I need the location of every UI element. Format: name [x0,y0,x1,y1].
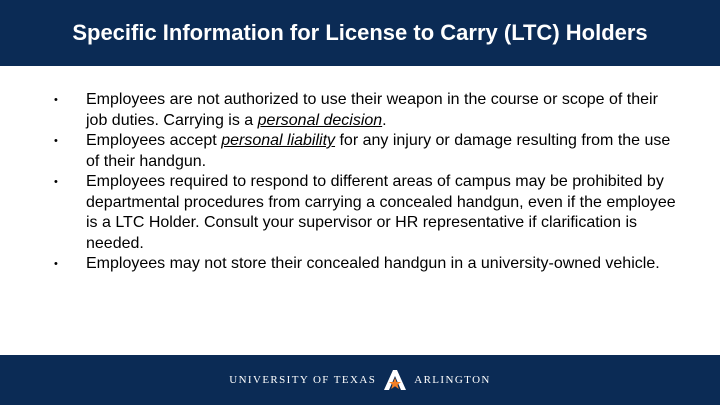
slide-content [0,90,720,275]
bullet-text: Employees may not store their concealed handgun in a university-owned vehicle. [86,255,660,272]
bullet-text: Employees are not authorized to use their weapon in the course or scope of their job duties. Carrying is a [86,91,658,129]
bullet-text: for any injury or damage resulting from the use of their handgun. [86,132,671,170]
bullet-text: Employees accept [86,132,222,149]
emphasis-personal-liability: personal liability [221,132,336,149]
uta-star-a-logo-icon [382,368,408,392]
bullet-item [0,254,720,275]
bullet-marker: • [54,258,58,270]
bullet-marker: • [54,135,58,147]
university-logo [229,368,491,392]
footer-bar [0,355,720,405]
bullet-text: . [382,111,387,129]
title-bar [0,0,720,66]
bullet-marker: • [54,176,58,188]
logo-text-right: ARLINGTON [414,374,491,386]
bullet-item [0,172,720,254]
bullet-marker: • [54,94,58,106]
logo-text-left: UNIVERSITY OF TEXAS [229,374,377,386]
bullet-list [0,90,720,275]
bullet-item [0,131,720,172]
slide-title: Specific Information for License to Carry (LTC) Holders [72,20,648,45]
bullet-text: Employees required to respond to different areas of campus may be prohibited by departmental procedures from carrying a concealed handgun, even if the employee is a LTC Holder. Consult your supervisor or HR representative if clarification is needed. [86,173,676,252]
emphasis-personal-decision: personal decision [257,111,383,129]
bullet-item [0,90,720,131]
